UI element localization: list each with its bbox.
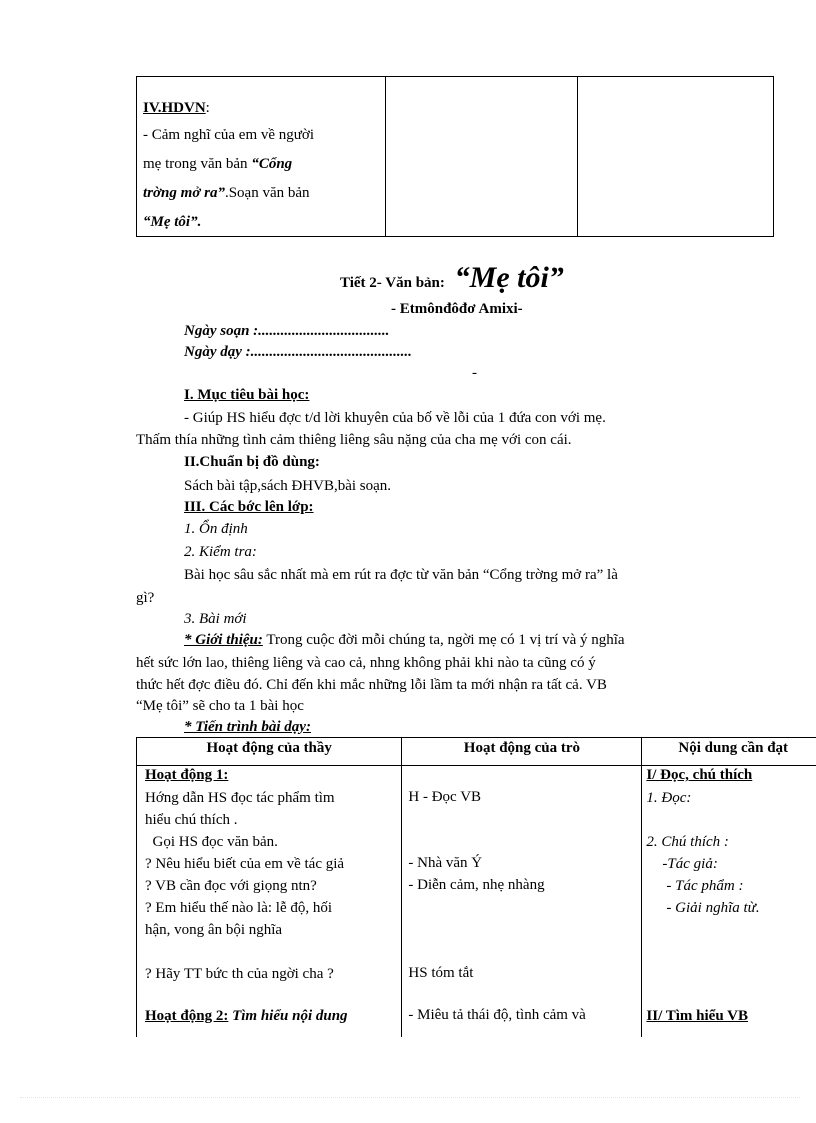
student-line-1: H - Đọc VB xyxy=(408,789,482,805)
hdvn-line-1: - Cảm nghĩ của em về người xyxy=(143,127,315,143)
section-1-line-2: Thấm thía những tình cảm thiêng liêng sâu nặng của cha mẹ với con cái. xyxy=(136,432,572,448)
page-bottom-rule xyxy=(20,1097,800,1098)
intro-line-3: thức hết đợc điều đó. Chỉ đến khi mắc những lỗi lầm ta mới nhận ra tất cả. VB xyxy=(136,677,607,693)
top-table-cell-2 xyxy=(386,77,578,237)
teacher-line-8: ? Hãy TT bức th của ngời cha ? xyxy=(145,966,334,982)
top-table-cell-1: IV.HDVN: - Cảm nghĩ của em về người mẹ trong văn bản “Cổng trờng mở ra”.Soạn văn bản “Mẹ tôi”. xyxy=(137,77,386,237)
lesson-title-name: “Mẹ tôi” xyxy=(454,261,564,294)
hdvn-line-3b: .Soạn văn bản xyxy=(224,185,310,201)
lesson-title xyxy=(340,258,564,303)
main-table-wrapper xyxy=(136,737,816,1037)
content-heading-2: II/ Tìm hiểu VB xyxy=(646,1008,748,1024)
hdvn-line-2b: “Cổng xyxy=(251,156,293,172)
content-line-4: - Tác phẩm : xyxy=(666,878,744,894)
teacher-column xyxy=(137,766,402,1038)
teacher-line-6: ? Em hiểu thế nào là: lễ độ, hối xyxy=(145,900,333,916)
teacher-line-2: hiểu chú thích . xyxy=(145,812,238,828)
teacher-line-4: ? Nêu hiểu biết của em về tác giả xyxy=(145,856,345,872)
student-line-5: - Miêu tả thái độ, tình cảm và xyxy=(408,1007,586,1023)
hdvn-heading: IV.HDVN xyxy=(143,100,206,116)
question-line-2: gì? xyxy=(136,590,155,606)
intro-line-2: hết sức lớn lao, thiêng liêng và cao cả, nhng không phải khi nào ta cũng có ý xyxy=(136,655,596,671)
top-table-cell-3 xyxy=(578,77,774,237)
section-1-line-1: - Giúp HS hiểu đợc t/d lời khuyên của bố về lỗi của 1 đứa con với mẹ. xyxy=(184,410,606,426)
step-2: 2. Kiểm tra: xyxy=(184,544,257,560)
content-line-2: 2. Chú thích : xyxy=(646,834,729,850)
content-column xyxy=(642,766,816,1038)
section-1-heading: I. Mục tiêu bài học: xyxy=(184,387,310,403)
content-heading-1: I/ Đọc, chú thích xyxy=(646,767,753,783)
activity-2: Hoạt động 2: Tìm hiểu nội dung xyxy=(145,1008,348,1024)
student-line-2: - Nhà văn Ý xyxy=(408,855,483,871)
hdvn-line-2a: mẹ trong văn bản xyxy=(143,156,252,172)
teacher-line-3: Gọi HS đọc văn bản. xyxy=(145,834,278,850)
content-line-5: - Giải nghĩa từ. xyxy=(666,900,760,916)
teacher-line-7: hận, vong ân bội nghĩa xyxy=(145,922,283,938)
header-teacher: Hoạt động của thầy xyxy=(137,738,402,766)
prep-date: Ngày soạn :................................... xyxy=(184,323,390,339)
section-3-heading: III. Các bớc lên lớp: xyxy=(184,499,314,515)
lesson-author: - Etmônđôđơ Amixi- xyxy=(391,301,523,317)
main-table xyxy=(136,737,816,1037)
header-student: Hoạt động của trò xyxy=(402,738,642,766)
teacher-line-5: ? VB cần đọc với giọng ntn? xyxy=(145,878,317,894)
section-2-heading: II.Chuẩn bị đồ dùng: xyxy=(184,454,320,470)
content-line-1: 1. Đọc: xyxy=(646,790,692,806)
intro-line-4: “Mẹ tôi” sẽ cho ta 1 bài học xyxy=(136,698,304,714)
header-content: Nội dung cần đạt xyxy=(642,738,816,766)
dash-mark: - xyxy=(472,365,477,381)
hdvn-line-3a: trờng mở ra” xyxy=(143,185,225,201)
hdvn-line-4: “Mẹ tôi”. xyxy=(143,214,202,230)
student-line-3: - Diễn cảm, nhẹ nhàng xyxy=(408,877,545,893)
intro-line-1: * Giới thiệu: Trong cuộc đời mỗi chúng ta, ngời mẹ có 1 vị trí và ý nghĩa xyxy=(184,632,625,648)
student-line-4: HS tóm tắt xyxy=(408,965,474,981)
student-column xyxy=(402,766,642,1038)
section-2-line-1: Sách bài tập,sách ĐHVB,bài soạn. xyxy=(184,478,392,494)
step-1: 1. Ổn định xyxy=(184,521,248,537)
step-3: 3. Bài mới xyxy=(184,611,247,627)
teach-date: Ngày dạy :........................................... xyxy=(184,344,412,360)
lesson-title-prefix: Tiết 2- Văn bản: xyxy=(340,275,445,291)
activity-1: Hoạt động 1: xyxy=(145,767,229,783)
process-label: * Tiến trình bài dạy: xyxy=(184,719,311,735)
teacher-line-1: Hớng dẫn HS đọc tác phẩm tìm xyxy=(145,790,335,806)
intro-label: * Giới thiệu: xyxy=(184,632,263,648)
content-line-3: -Tác giả: xyxy=(662,856,718,872)
top-table xyxy=(136,76,774,237)
question-line-1: Bài học sâu sắc nhất mà em rút ra đợc từ văn bản “Cổng trờng mở ra” là xyxy=(184,567,618,583)
